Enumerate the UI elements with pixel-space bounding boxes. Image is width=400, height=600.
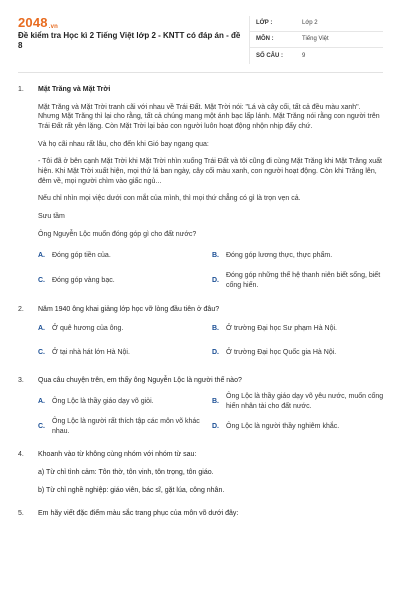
option-text: Ông Lộc là thầy giáo dạy võ yêu nước, muốn cống hiến nhân tài cho đất nước. <box>226 392 384 410</box>
question-3 <box>18 376 383 436</box>
info-label: LỚP : <box>256 20 273 27</box>
question-number: 5. <box>18 510 24 518</box>
option-text: Ở trường Đại học Quốc gia Hà Nội. <box>226 349 337 357</box>
answer-options <box>38 247 383 290</box>
option-a[interactable] <box>38 320 212 338</box>
question-number: 1. <box>18 86 24 93</box>
question-number: 3. <box>18 377 24 385</box>
question-1 <box>18 85 383 291</box>
option-letter: A. <box>38 252 45 260</box>
document-title: Đề kiểm tra Học kì 2 Tiếng Việt lớp 2 - KNTT có đáp án - đề 8 <box>18 31 241 51</box>
question-text: Khoanh vào từ không cùng nhóm với nhóm từ sau: <box>38 451 197 459</box>
option-letter: D. <box>212 349 219 357</box>
question-text: Em hãy viết đặc điểm màu sắc trang phục của môn võ dưới đây: <box>38 510 239 518</box>
option-d[interactable] <box>212 417 386 436</box>
option-c[interactable] <box>38 417 212 436</box>
passage-source: Sưu tầm <box>38 212 65 220</box>
option-letter: C. <box>38 349 45 357</box>
option-letter: B. <box>212 325 219 333</box>
option-text: Ở trường Đại học Sư phạm Hà Nội. <box>226 325 338 333</box>
sub-question-b: b) Từ chỉ nghề nghiệp: giáo viên, bác sĩ, gặt lúa, công nhân. <box>38 486 225 494</box>
question-text: Qua câu chuyện trên, em thấy ông Nguyễn Lộc là người thế nào? <box>38 377 242 385</box>
info-row-question-count <box>250 48 383 64</box>
passage-paragraph: Mặt Trăng và Mặt Trời tranh cãi với nhau về Trái Đất. Mặt Trời nói: "Lá và cây cối, tất cả đều màu xanh". Nhưng Mặt Trăng thì lại cho rằng, tất cả chúng mang một ánh bạc lấp lánh. Mặt Trăng nói rằng con người trên Trái Đất rất yên lặng. Còn Mặt Trời lại bảo con người luôn hoạt động nhộn nhịp đấy chứ. <box>38 103 380 130</box>
option-text: Ông Lộc là thầy giáo dạy võ giỏi. <box>52 397 154 405</box>
page-header <box>18 14 383 62</box>
option-text: Ở tại nhà hát lớn Hà Nội. <box>52 349 130 357</box>
question-list <box>18 85 383 519</box>
info-label: MÔN : <box>256 36 274 43</box>
info-value: Lớp 2 <box>302 20 318 27</box>
question-4 <box>18 450 383 495</box>
passage-paragraph: Nếu chỉ nhìn mọi việc dưới con mắt của mình, thì mọi thứ chẳng có gì là trọn vẹn cả. <box>38 195 301 203</box>
option-text: Đóng góp những thế hệ thanh niên biết sống, biết cống hiến. <box>226 272 381 289</box>
option-text: Ở quê hương của ông. <box>52 325 124 333</box>
passage-paragraph: - Tôi đã ở bên cạnh Mặt Trời khi Mặt Trời nhìn xuống Trái Đất và tôi cũng đi cùng Mặt Trăng khi Mặt Trăng xuất hiện. Khi Mặt Trời xuất hiện, mọi thứ lá ban ngày, cây cối màu xanh, con người hoạt động. Còn khi Trăng lên, đêm về, mọi người chìm vào giấc ngủ... <box>38 158 382 185</box>
passage-paragraph: Và họ cãi nhau rất lâu, cho đến khi Gió bay ngang qua: <box>38 140 209 148</box>
option-c[interactable] <box>38 344 212 362</box>
info-label: SỐ CÂU : <box>256 52 283 59</box>
option-b[interactable] <box>212 320 386 338</box>
option-letter: A. <box>38 325 45 333</box>
option-text: Đóng góp lương thực, thực phẩm. <box>226 252 333 260</box>
question-number: 4. <box>18 451 24 459</box>
option-text: Đóng góp tiền của. <box>52 252 111 260</box>
info-row-class <box>250 16 383 32</box>
option-a[interactable] <box>38 392 212 411</box>
option-b[interactable] <box>212 392 386 411</box>
question-5 <box>18 509 383 519</box>
logo-text: 2048 <box>18 15 48 30</box>
answer-options <box>38 392 383 437</box>
option-text: Ông Lộc là người rất thích tập các môn võ khác nhau. <box>52 418 200 435</box>
info-value: 9 <box>302 52 306 59</box>
option-d[interactable] <box>212 271 386 290</box>
info-value: Tiếng Việt <box>302 36 329 43</box>
option-a[interactable] <box>38 247 212 265</box>
question-2 <box>18 305 383 363</box>
option-text: Ông Lộc là người thầy nghiêm khắc. <box>226 422 340 430</box>
option-letter: D. <box>212 422 219 430</box>
option-letter: C. <box>38 422 45 430</box>
site-logo[interactable] <box>18 14 58 32</box>
option-letter: B. <box>212 397 219 405</box>
option-letter: B. <box>212 252 219 260</box>
option-d[interactable] <box>212 344 386 362</box>
question-number: 2. <box>18 305 24 313</box>
answer-options <box>38 320 383 362</box>
question-text: Năm 1940 ông khai giảng lớp học vỡ lòng đầu tiên ở đâu? <box>38 305 220 313</box>
header-divider <box>18 72 383 73</box>
question-text: Ông Nguyễn Lộc muốn đóng góp gì cho đất nước? <box>38 230 197 238</box>
sub-question-a: a) Từ chỉ tình cảm: Tôn thờ, tôn vinh, tôn trọng, tôn giáo. <box>38 469 214 477</box>
option-letter: D. <box>212 277 219 285</box>
option-letter: A. <box>38 397 45 405</box>
option-text: Đóng góp vàng bạc. <box>52 277 115 285</box>
info-box <box>249 16 383 64</box>
passage-title: Mặt Trăng và Mặt Trời <box>38 86 111 93</box>
info-row-subject <box>250 32 383 48</box>
logo-suffix: .vn <box>48 24 59 30</box>
option-b[interactable] <box>212 247 386 265</box>
option-c[interactable] <box>38 271 212 290</box>
option-letter: C. <box>38 277 45 285</box>
